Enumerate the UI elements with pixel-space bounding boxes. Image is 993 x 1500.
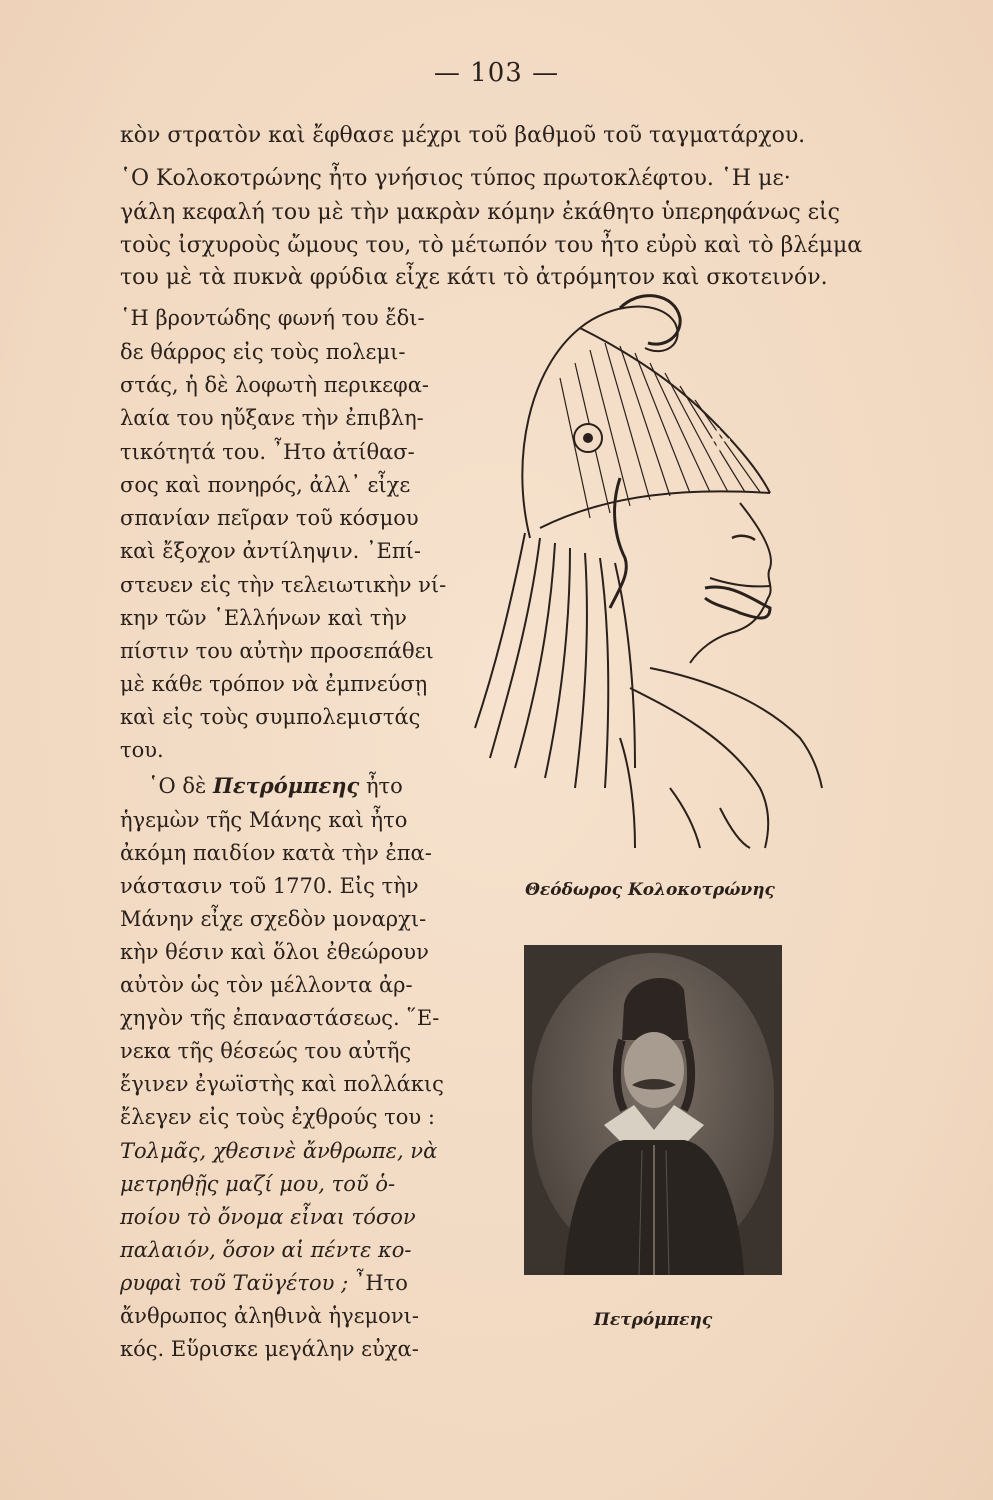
text-line: αὐτὸν ὡς τὸν μέλλοντα ἀρ- xyxy=(120,973,413,997)
quote-span: ρυφαὶ τοῦ Ταϋγέτου ; xyxy=(120,1271,349,1295)
text-line: Μάνην εἶχε σχεδὸν μοναρχι- xyxy=(120,907,427,931)
kolokotronis-caption: Θεόδωρος Κολοκοτρώνης xyxy=(525,880,775,900)
text-line xyxy=(148,770,403,802)
text-line: κὸν στρατὸν καὶ ἔφθασε μέχρι τοῦ βαθμοῦ τοῦ ταγματάρχου. xyxy=(120,123,806,148)
text-line: κὴν θέσιν καὶ ὅλοι ἐθεώρουν xyxy=(120,940,429,964)
text-line: ῾Η βροντώδης φωνή του ἔδι- xyxy=(120,306,425,330)
text-span: ῏Ητο xyxy=(348,1271,408,1295)
text-line: τικότητά του. ῏Ητο ἀτίθασ- xyxy=(120,440,415,464)
text-span: ῾Ο δὲ xyxy=(148,774,213,798)
text-line: ἡγεμὼν τῆς Μάνης καὶ ἦτο xyxy=(120,808,408,832)
text-line: καὶ ἔξοχον ἀντίληψιν. ᾿Επί- xyxy=(120,539,421,563)
text-line: γάλη κεφαλή του μὲ τὴν μακρὰν κόμην ἐκάθητο ὑπερηφάνως εἰς xyxy=(120,200,840,225)
page-number: — 103 — xyxy=(433,58,560,88)
text-line: μὲ κάθε τρόπον νὰ ἐμπνεύσῃ xyxy=(120,672,428,696)
text-line: πίστιν του αὐτὴν προσεπάθει xyxy=(120,639,434,663)
text-line: δε θάρρος εἰς τοὺς πολεμι- xyxy=(120,340,406,364)
quote-line: Τολμᾶς, χθεσινὲ ἄνθρωπε, νὰ xyxy=(120,1139,438,1163)
text-line: τοὺς ἰσχυροὺς ὤμους του, τὸ μέτωπόν του ἦτο εὐρὺ καὶ τὸ βλέμμα xyxy=(120,233,863,258)
petrobeis-name: Πετρόμπεης xyxy=(212,773,360,798)
text-line: σος καὶ πονηρός, ἀλλ᾿ εἶχε xyxy=(120,473,411,497)
text-line: ἔγινεν ἐγωϊστὴς καὶ πολλάκις xyxy=(120,1072,444,1096)
text-line: καὶ εἰς τοὺς συμπολεμιστάς xyxy=(120,705,421,729)
text-line: χηγὸν τῆς ἐπαναστάσεως. ῞Ε- xyxy=(120,1006,440,1030)
text-line: κός. Εὕρισκε μεγάλην εὐχα- xyxy=(120,1337,419,1361)
quote-line: μετρηθῇς μαζί μου, τοῦ ὁ- xyxy=(120,1172,396,1196)
text-line: στευεν εἰς τὴν τελειωτικὴν νί- xyxy=(120,573,447,597)
petrobeis-caption: Πετρόμπεης xyxy=(593,1310,713,1330)
text-line: ἀκόμη παιδίον κατὰ τὴν ἐπα- xyxy=(120,841,432,865)
petrobeis-portrait xyxy=(524,945,782,1275)
text-line: στάς, ἡ δὲ λοφωτὴ περικεφα- xyxy=(120,373,429,397)
text-line xyxy=(120,1267,408,1299)
text-line: νεκα τῆς θέσεώς του αὐτῆς xyxy=(120,1039,412,1063)
petrobeis-photo xyxy=(524,945,782,1275)
quote-line: ποίου τὸ ὄνομα εἶναι τόσον xyxy=(120,1205,416,1229)
text-line: λαία του ηὔξανε τὴν ἐπιβλη- xyxy=(120,406,424,430)
text-line: κην τῶν ῾Ελλήνων καὶ τὴν xyxy=(120,606,407,630)
text-line: νάστασιν τοῦ 1770. Εἰς τὴν xyxy=(120,874,419,898)
text-line: ῾Ο Κολοκοτρώνης ἦτο γνήσιος τύπος πρωτοκλέφτου. ῾Η με· xyxy=(120,166,791,191)
text-line: του. xyxy=(120,738,164,762)
quote-line: παλαιόν, ὅσον αἱ πέντε κο- xyxy=(120,1238,412,1262)
text-line: ἄνθρωπος ἀληθινὰ ἡγεμονι- xyxy=(120,1304,419,1328)
kolokotronis-illustration xyxy=(470,288,830,868)
text-span: ἦτο xyxy=(359,774,403,798)
text-line: του μὲ τὰ πυκνὰ φρύδια εἶχε κάτι τὸ ἀτρόμητον καὶ σκοτεινόν. xyxy=(120,265,828,290)
text-line: σπανίαν πεῖραν τοῦ κόσμου xyxy=(120,506,419,530)
text-line: ἔλεγεν εἰς τοὺς ἐχθρούς του : xyxy=(120,1105,435,1129)
